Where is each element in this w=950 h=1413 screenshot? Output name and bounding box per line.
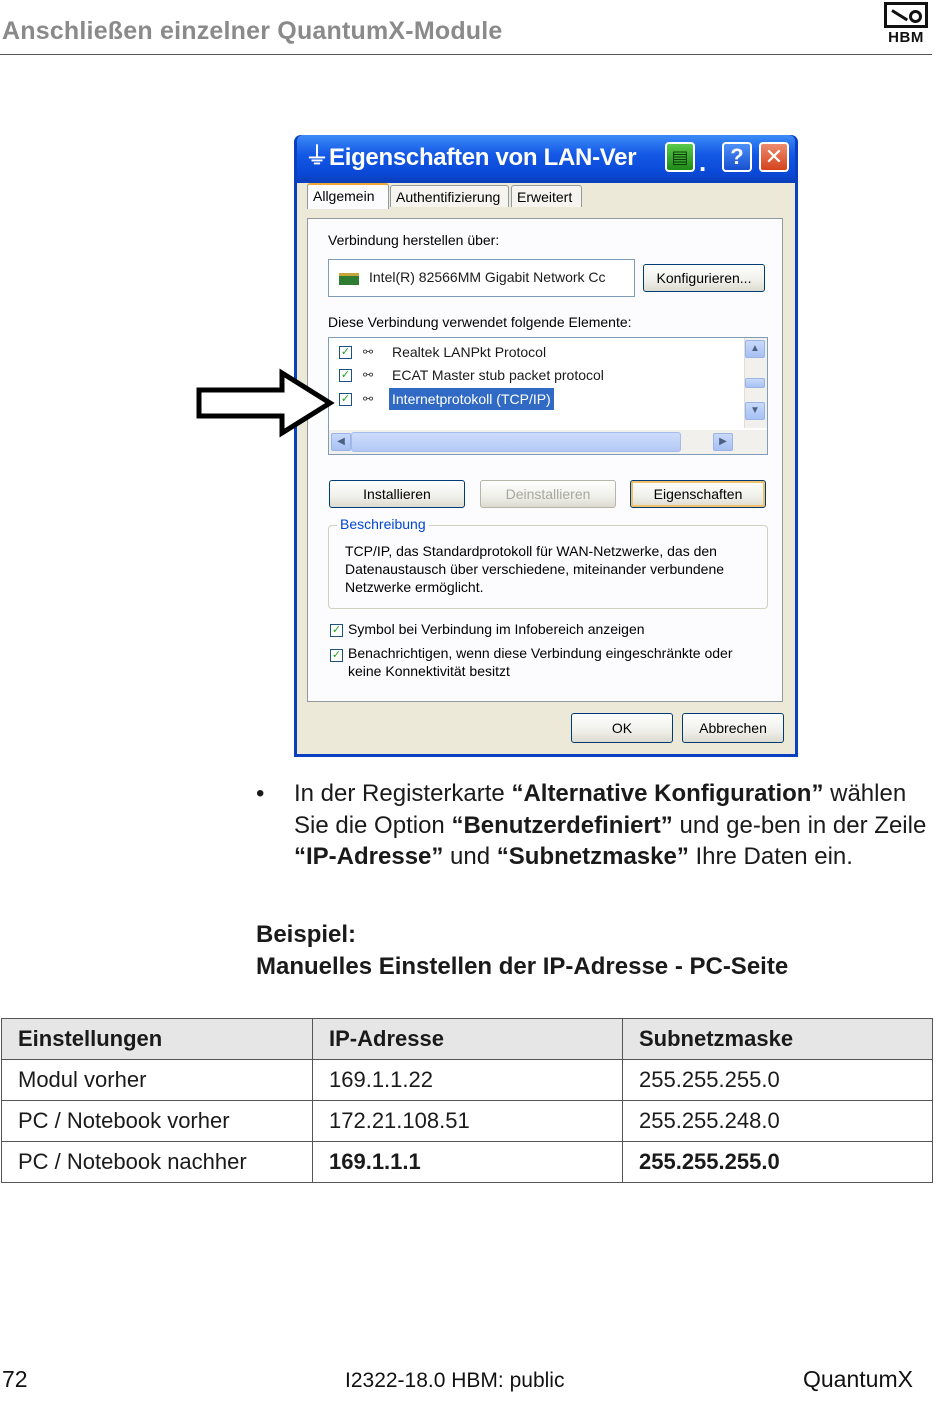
scroll-thumb[interactable] (351, 432, 681, 452)
lan-properties-dialog (294, 135, 798, 757)
bullet: • (256, 780, 265, 807)
install-button[interactable]: Installieren (329, 480, 465, 508)
title-ellipsis: . (699, 147, 707, 177)
adapter-name: Intel(R) 82566MM Gigabit Network Cc (369, 269, 606, 285)
dialog-titlebar[interactable] (297, 135, 795, 183)
table-cell: 169.1.1.22 (313, 1060, 623, 1101)
scroll-left-icon[interactable]: ◀ (331, 433, 351, 451)
table-cell: 255.255.248.0 (623, 1101, 933, 1142)
uninstall-button[interactable]: Deinstallieren (480, 480, 616, 508)
hbm-logo-text: HBM (888, 29, 924, 46)
network-connection-icon: ⏚ (305, 143, 329, 170)
column-header: Subnetzmaske (623, 1019, 933, 1060)
description-text: TCP/IP, das Standardprotokoll für WAN-Netzwerke, das den Datenaustausch über verschiedene, miteinander verbundene Netzwerke ermöglicht. (345, 543, 725, 595)
table-header-row (2, 1019, 933, 1060)
ip-settings-table (1, 1018, 933, 1183)
notify-label: Benachrichtigen, wenn diese Verbindung eingeschränkte oder (348, 645, 733, 661)
table-cell: 172.21.108.51 (313, 1101, 623, 1142)
instruction-text: In der Registerkarte “Alternative Konfiguration” wählen Sie die Option “Benutzerdefiniert” und ge-ben in der Zeile “IP-Adresse” und “Subnetzmaske” Ihre Daten ein. (294, 780, 927, 870)
document-id: I2322-18.0 HBM: public (345, 1369, 565, 1392)
tab-allgemein[interactable]: Allgemein (307, 183, 389, 209)
table-cell: PC / Notebook nachher (2, 1142, 313, 1183)
column-header: Einstellungen (2, 1019, 313, 1060)
notify-label-continued: keine Konnektivität besitzt (348, 663, 510, 679)
table-row (2, 1101, 933, 1142)
show-icon-checkbox[interactable]: ✓ (331, 624, 342, 636)
element-label: ECAT Master stub packet protocol (392, 367, 604, 383)
elements-list (328, 337, 768, 455)
notify-checkbox[interactable]: ✓ (331, 649, 342, 661)
column-header: IP-Adresse (313, 1019, 623, 1060)
hbm-logo-mark (884, 2, 928, 28)
example-title: Manuelles Einstellen der IP-Adresse - PC-Seite (256, 952, 789, 980)
help-button[interactable]: ? (722, 142, 752, 172)
element-label: Internetprotokoll (TCP/IP) (389, 388, 554, 410)
horizontal-scrollbar[interactable] (329, 430, 767, 454)
page-title: Anschließen einzelner QuantumX-Module (2, 17, 503, 45)
scroll-thumb[interactable] (745, 378, 765, 388)
network-card-icon (339, 273, 359, 285)
protocol-icon: ⚯ (363, 392, 374, 406)
example-heading (256, 919, 788, 982)
table-row (2, 1142, 933, 1183)
hbm-logo (882, 2, 930, 46)
cancel-button[interactable]: Abbrechen (682, 713, 784, 743)
protocol-icon: ⚯ (363, 345, 374, 359)
configure-button[interactable]: Konfigurieren... (643, 264, 765, 292)
table-cell: 255.255.255.0 (623, 1060, 933, 1101)
tab-erweitert[interactable]: Erweitert (511, 185, 582, 207)
adapter-field (328, 259, 635, 297)
description-title: Beschreibung (337, 516, 429, 532)
table-cell: PC / Notebook vorher (2, 1101, 313, 1142)
table-row (2, 1060, 933, 1101)
elements-label: Diese Verbindung verwendet folgende Elemente: (328, 314, 632, 330)
product-name: QuantumX (803, 1366, 913, 1392)
scroll-up-icon[interactable]: ▲ (745, 340, 765, 358)
element-label: Realtek LANPkt Protocol (392, 344, 547, 360)
printer-icon: ▤ (665, 142, 695, 172)
table-cell: 169.1.1.1 (313, 1142, 623, 1183)
scroll-right-icon[interactable]: ▶ (713, 433, 733, 451)
general-tab-panel (307, 218, 783, 702)
dialog-title: Eigenschaften von LAN-Ver (329, 144, 637, 171)
element-checkbox[interactable]: ✓ (340, 393, 351, 405)
pointer-arrow-icon (196, 368, 336, 438)
vertical-scrollbar[interactable] (744, 338, 767, 428)
close-button[interactable]: ✕ (759, 142, 789, 172)
example-label: Beispiel: (256, 921, 357, 948)
table-cell: Modul vorher (2, 1060, 313, 1101)
tab-authentifizierung[interactable]: Authentifizierung (390, 185, 509, 207)
element-checkbox[interactable]: ✓ (340, 369, 351, 381)
protocol-icon: ⚯ (363, 368, 374, 382)
ok-button[interactable]: OK (571, 713, 673, 743)
description-group (328, 516, 768, 609)
page-header (0, 14, 932, 55)
element-checkbox[interactable]: ✓ (340, 346, 351, 358)
connect-via-label: Verbindung herstellen über: (328, 232, 500, 248)
page-number: 72 (2, 1366, 28, 1392)
show-icon-label: Symbol bei Verbindung im Infobereich anzeigen (348, 621, 645, 637)
table-cell: 255.255.255.0 (623, 1142, 933, 1183)
dialog-client (297, 183, 795, 754)
scroll-down-icon[interactable]: ▼ (745, 402, 765, 420)
properties-button[interactable]: Eigenschaften (630, 480, 766, 508)
